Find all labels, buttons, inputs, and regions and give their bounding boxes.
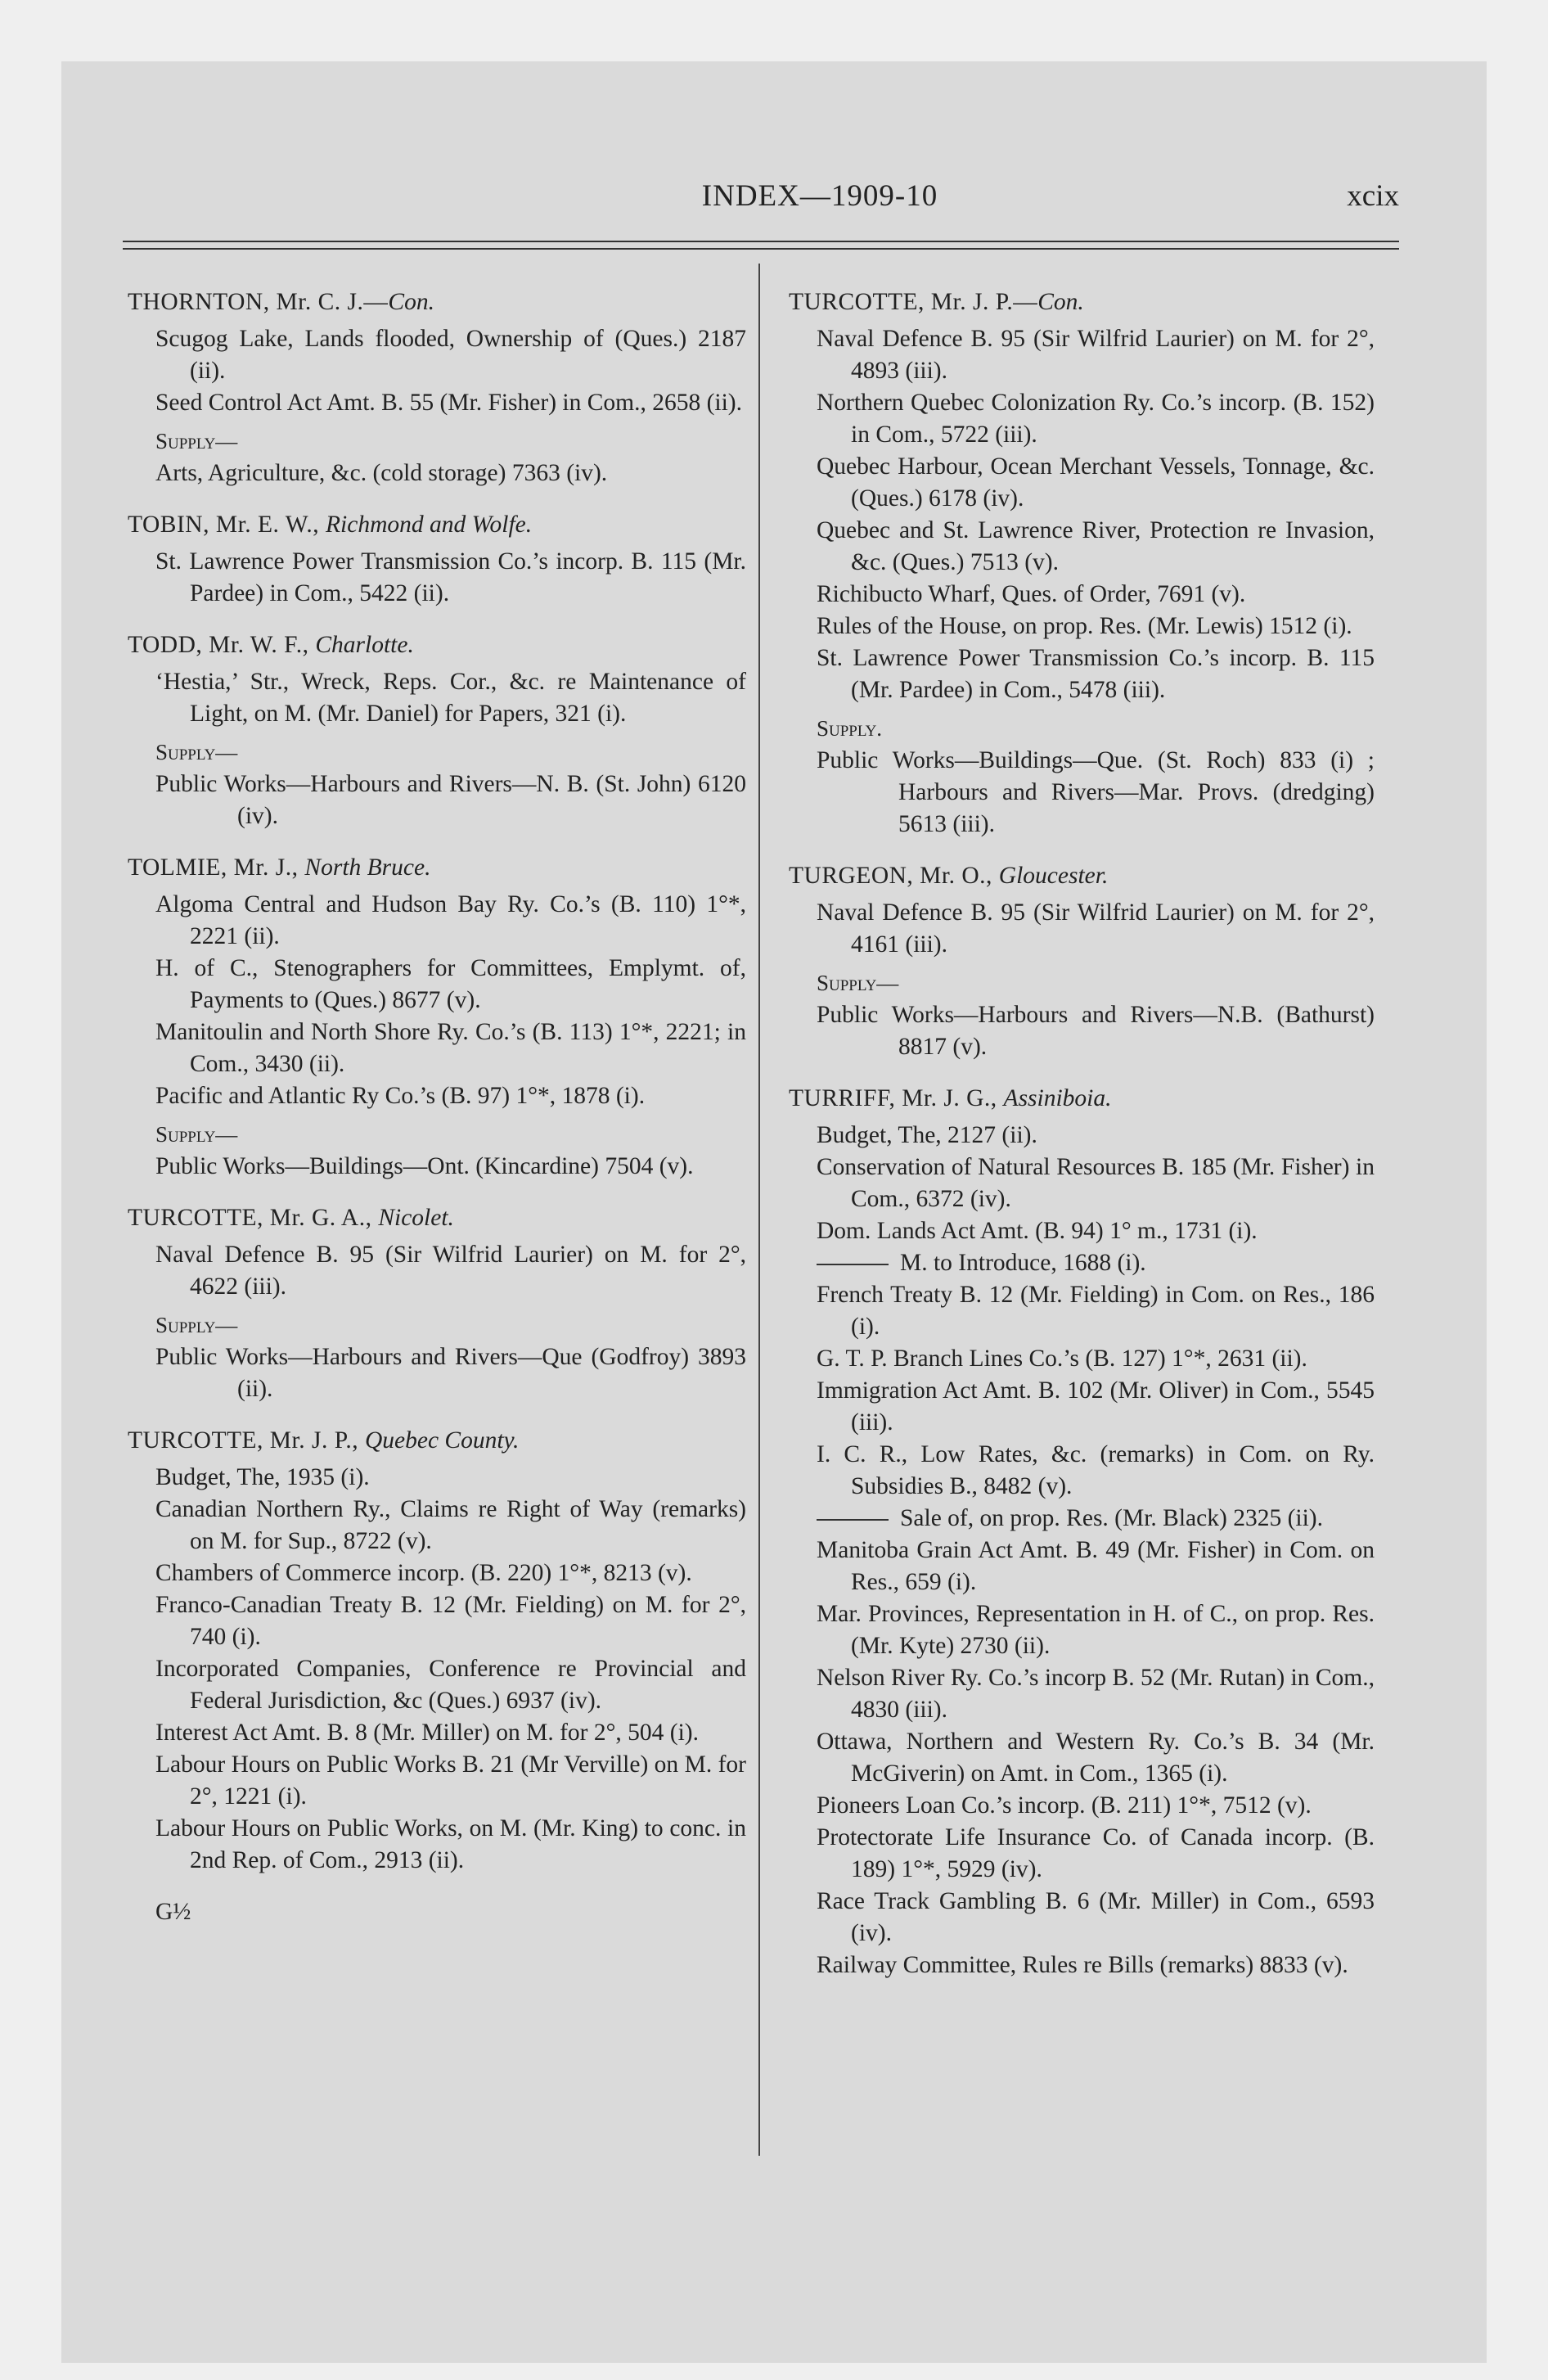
supply-entry: Public Works—Harbours and Rivers—N.B. (Bathurst) 8817 (v).	[817, 1002, 1375, 1060]
column-divider	[758, 264, 760, 2156]
supply-label: Supply—	[817, 971, 899, 995]
member-entry	[123, 629, 746, 832]
left-column	[123, 286, 746, 1928]
index-entry: Budget, The, 1935 (i).	[155, 1464, 370, 1490]
member-name: TOLMIE, Mr. J.,	[128, 854, 305, 881]
index-entry: Quebec and St. Lawrence River, Protection re Invasion, &c. (Ques.) 7513 (v).	[817, 517, 1375, 575]
index-entry: Canadian Northern Ry., Claims re Right of Way (remarks) on M. for Sup., 8722 (v).	[155, 1496, 746, 1554]
member-heading	[123, 852, 746, 884]
subentry-text: M. to Introduce, 1688 (i).	[900, 1250, 1146, 1276]
index-entry: Interest Act Amt. B. 8 (Mr. Miller) on M. for 2°, 504 (i).	[155, 1720, 699, 1746]
index-entry: Race Track Gambling B. 6 (Mr. Miller) in Com., 6593 (iv).	[817, 1888, 1375, 1946]
index-entry: Quebec Harbour, Ocean Merchant Vessels, Tonnage, &c. (Ques.) 6178 (iv).	[817, 453, 1375, 512]
member-name: TURCOTTE, Mr. G. A.,	[128, 1205, 379, 1231]
member-name: TODD, Mr. W. F.,	[128, 632, 316, 658]
index-entry: G. T. P. Branch Lines Co.’s (B. 127) 1°*, 2631 (ii).	[817, 1346, 1307, 1372]
member-riding: Quebec County.	[364, 1427, 520, 1454]
member-name: TURCOTTE, Mr. J. P.—	[789, 289, 1038, 315]
index-entry: St. Lawrence Power Transmission Co.’s incorp. B. 115 (Mr. Pardee) in Com., 5422 (ii).	[155, 548, 746, 606]
index-entry: H. of C., Stenographers for Committees, Emplymt. of, Payments to (Ques.) 8677 (v).	[155, 955, 746, 1013]
member-entry	[784, 860, 1375, 1063]
member-entry	[123, 1202, 746, 1405]
ditto-dash	[817, 1519, 889, 1521]
member-name: TURCOTTE, Mr. J. P.,	[128, 1427, 365, 1454]
index-entry: Labour Hours on Public Works, on M. (Mr. King) to conc. in 2nd Rep. of Com., 2913 (ii).	[155, 1815, 746, 1873]
index-entry: Naval Defence B. 95 (Sir Wilfrid Laurier) on M. for 2°, 4622 (iii).	[155, 1242, 746, 1300]
ditto-dash	[817, 1264, 889, 1265]
member-riding: Richmond and Wolfe.	[326, 512, 533, 538]
member-heading	[784, 860, 1375, 892]
index-entry: Labour Hours on Public Works B. 21 (Mr Verville) on M. for 2°, 1221 (i).	[155, 1751, 746, 1810]
index-entry: Franco-Canadian Treaty B. 12 (Mr. Fielding) on M. for 2°, 740 (i).	[155, 1592, 746, 1650]
member-heading	[123, 1202, 746, 1234]
member-entry	[123, 286, 746, 489]
member-riding: Con.	[388, 289, 434, 315]
subentry-text: Sale of, on prop. Res. (Mr. Black) 2325 (ii).	[900, 1505, 1323, 1531]
header-rule-bottom	[123, 248, 1399, 250]
supply-entry: Arts, Agriculture, &c. (cold storage) 7363 (iv).	[155, 460, 608, 486]
page-header	[123, 178, 1399, 228]
member-name: TURRIFF, Mr. J. G.,	[789, 1085, 1004, 1111]
member-heading	[123, 629, 746, 661]
index-subentry	[784, 1247, 1375, 1279]
right-column	[784, 286, 1375, 2001]
member-name: TURGEON, Mr. O.,	[789, 863, 999, 889]
index-subentry	[784, 1503, 1375, 1535]
member-entry	[123, 1425, 746, 1877]
member-riding: Nicolet.	[378, 1205, 454, 1231]
index-entry: I. C. R., Low Rates, &c. (remarks) in Com. on Ry. Subsidies B., 8482 (v).	[817, 1441, 1375, 1499]
page-number: xcix	[1347, 179, 1399, 213]
index-entry: French Treaty B. 12 (Mr. Fielding) in Com. on Res., 186 (i).	[817, 1282, 1375, 1340]
member-riding: Charlotte.	[315, 632, 414, 658]
member-heading	[784, 286, 1375, 318]
supply-entry: Public Works—Harbours and Rivers—N. B. (St. John) 6120 (iv).	[155, 771, 746, 829]
member-riding: Con.	[1037, 289, 1084, 315]
index-entry: Ottawa, Northern and Western Ry. Co.’s B. 34 (Mr. McGiverin) on Amt. in Com., 1365 (i).	[817, 1729, 1375, 1787]
index-entry: Seed Control Act Amt. B. 55 (Mr. Fisher) in Com., 2658 (ii).	[155, 390, 743, 416]
index-entry: Conservation of Natural Resources B. 185 (Mr. Fisher) in Com., 6372 (iv).	[817, 1154, 1375, 1212]
member-entry	[784, 286, 1375, 841]
printer-signature: G½	[155, 1899, 191, 1925]
member-riding: Gloucester.	[998, 863, 1109, 889]
member-riding: North Bruce.	[304, 854, 431, 881]
index-entry: Naval Defence B. 95 (Sir Wilfrid Laurier) on M. for 2°, 4893 (iii).	[817, 326, 1375, 384]
index-entry: Pioneers Loan Co.’s incorp. (B. 211) 1°*, 7512 (v).	[817, 1792, 1312, 1819]
index-entry: St. Lawrence Power Transmission Co.’s incorp. B. 115 (Mr. Pardee) in Com., 5478 (iii).	[817, 645, 1375, 703]
supply-label: Supply—	[155, 1313, 238, 1337]
index-entry: Algoma Central and Hudson Bay Ry. Co.’s (B. 110) 1°*, 2221 (ii).	[155, 891, 746, 949]
index-entry: Mar. Provinces, Representation in H. of C., on prop. Res. (Mr. Kyte) 2730 (ii).	[817, 1601, 1375, 1659]
index-entry: Immigration Act Amt. B. 102 (Mr. Oliver) in Com., 5545 (iii).	[817, 1377, 1375, 1436]
index-entry: Railway Committee, Rules re Bills (remarks) 8833 (v).	[817, 1952, 1348, 1978]
supply-entry: Public Works—Buildings—Ont. (Kincardine) 7504 (v).	[155, 1153, 694, 1179]
member-entry	[123, 852, 746, 1183]
header-rule-top	[123, 241, 1399, 242]
member-name: TOBIN, Mr. E. W.,	[128, 512, 326, 538]
member-heading	[784, 1083, 1375, 1115]
member-entry	[123, 509, 746, 610]
member-riding: Assiniboia.	[1003, 1085, 1112, 1111]
supply-label: Supply—	[155, 740, 238, 764]
index-entry: Dom. Lands Act Amt. (B. 94) 1° m., 1731 (i).	[817, 1218, 1258, 1244]
supply-entry: Public Works—Buildings—Que. (St. Roch) 833 (i) ; Harbours and Rivers—Mar. Provs. (dredging) 5613 (iii).	[817, 747, 1375, 837]
member-heading	[123, 509, 746, 541]
supply-label: Supply—	[155, 429, 238, 453]
index-entry: Rules of the House, on prop. Res. (Mr. Lewis) 1512 (i).	[817, 613, 1352, 639]
index-entry: Pacific and Atlantic Ry Co.’s (B. 97) 1°*, 1878 (i).	[155, 1083, 646, 1109]
index-entry: Manitoulin and North Shore Ry. Co.’s (B. 113) 1°*, 2221; in Com., 3430 (ii).	[155, 1019, 746, 1077]
index-entry: Naval Defence B. 95 (Sir Wilfrid Laurier) on M. for 2°, 4161 (iii).	[817, 899, 1375, 958]
index-entry: Scugog Lake, Lands flooded, Ownership of (Ques.) 2187 (ii).	[155, 326, 746, 384]
index-entry: Richibucto Wharf, Ques. of Order, 7691 (v).	[817, 581, 1246, 607]
member-heading	[123, 286, 746, 318]
index-entry: Northern Quebec Colonization Ry. Co.’s incorp. (B. 152) in Com., 5722 (iii).	[817, 390, 1375, 448]
supply-label: Supply—	[155, 1122, 238, 1147]
index-entry: Nelson River Ry. Co.’s incorp B. 52 (Mr. Rutan) in Com., 4830 (iii).	[817, 1665, 1375, 1723]
index-entry: Chambers of Commerce incorp. (B. 220) 1°*, 8213 (v).	[155, 1560, 692, 1586]
member-name: THORNTON, Mr. C. J.—	[128, 289, 389, 315]
member-heading	[123, 1425, 746, 1457]
index-entry: Incorporated Companies, Conference re Provincial and Federal Jurisdiction, &c (Ques.) 6937 (iv).	[155, 1656, 746, 1714]
member-entry	[784, 1083, 1375, 1981]
index-entry: Manitoba Grain Act Amt. B. 49 (Mr. Fisher) in Com. on Res., 659 (i).	[817, 1537, 1375, 1595]
index-title: INDEX—1909-10	[701, 179, 938, 213]
index-entry: Budget, The, 2127 (ii).	[817, 1122, 1037, 1148]
supply-entry: Public Works—Harbours and Rivers—Que (Godfroy) 3893 (ii).	[155, 1344, 746, 1402]
supply-label: Supply.	[817, 716, 883, 741]
index-entry: ‘Hestia,’ Str., Wreck, Reps. Cor., &c. re Maintenance of Light, on M. (Mr. Daniel) for Papers, 321 (i).	[155, 669, 746, 727]
index-entry: Protectorate Life Insurance Co. of Canada incorp. (B. 189) 1°*, 5929 (iv).	[817, 1824, 1375, 1882]
